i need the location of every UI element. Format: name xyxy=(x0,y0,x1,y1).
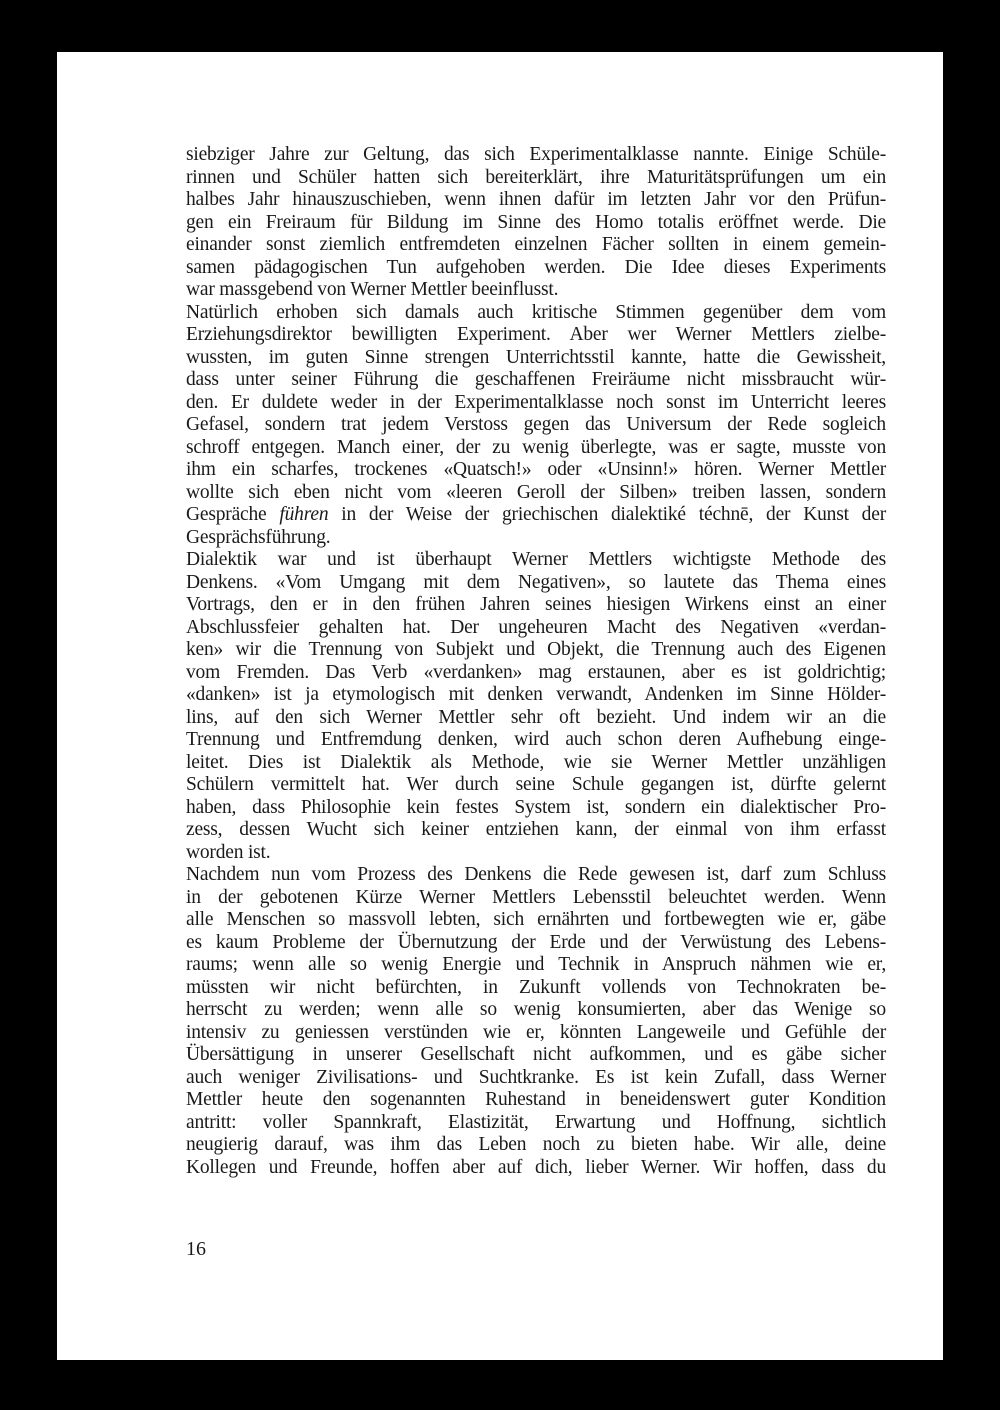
text-line xyxy=(186,617,886,640)
text-segment: einander sonst ziemlich entfremdeten einzelnen Fächer sollten in einem gemein- xyxy=(186,234,886,255)
text-segment: schroff entgegen. Manch einer, der zu wenig überlegte, was er sagte, musste von xyxy=(186,436,886,458)
text-line xyxy=(186,707,886,730)
text-segment: Erziehungsdirektor bewilligten Experiment. Aber wer Werner Mettlers zielbe- xyxy=(186,324,886,345)
text-segment: intensiv zu geniessen verstünden wie er, könnten Langeweile und Gefühle der xyxy=(186,1021,886,1043)
text-segment: «danken» ist ja etymologisch mit denken verwandt, Andenken im Sinne Hölder- xyxy=(186,684,886,705)
text-segment: worden ist. xyxy=(186,841,271,863)
text-line xyxy=(186,167,886,190)
text-line xyxy=(186,1044,886,1067)
text-segment: zess, dessen Wucht sich keiner entziehen kann, der einmal von ihm erfasst xyxy=(186,819,886,840)
text-segment: Vortrags, den er in den frühen Jahren seines hiesigen Wirkens einst an einer xyxy=(186,594,886,615)
text-line xyxy=(186,639,886,662)
text-line xyxy=(186,1157,886,1180)
text-segment: Denkens. «Vom Umgang mit dem Negativen», so lautete das Thema eines xyxy=(186,571,886,593)
text-line xyxy=(186,842,886,865)
text-line xyxy=(186,324,886,347)
text-segment: alle Menschen so massvoll lebten, sich ernährten und fortbewegten wie er, gäbe xyxy=(186,909,886,930)
text-segment: es kaum Probleme der Übernutzung der Erde und der Verwüstung des Lebens- xyxy=(186,931,886,953)
text-segment: Natürlich erhoben sich damals auch kritische Stimmen gegenüber dem vom xyxy=(186,301,886,323)
text-segment: in der gebotenen Kürze Werner Mettlers Lebensstil beleuchtet werden. Wenn xyxy=(186,886,886,908)
text-line xyxy=(186,549,886,572)
text-segment: Gesprächsführung. xyxy=(186,526,331,548)
text-segment: den. Er duldete weder in der Experimentalklasse noch sonst im Unterricht leeres xyxy=(186,391,886,413)
text-segment: Nachdem nun vom Prozess des Denkens die Rede gewesen ist, darf zum Schluss xyxy=(186,864,886,885)
text-line xyxy=(186,999,886,1022)
text-line xyxy=(186,954,886,977)
text-line xyxy=(186,437,886,460)
text-line xyxy=(186,527,886,550)
text-segment: haben, dass Philosophie kein festes System ist, sondern ein dialektischer Pro- xyxy=(186,796,886,818)
text-line xyxy=(186,1067,886,1090)
text-segment: leitet. Dies ist Dialektik als Methode, wie sie Werner Mettler unzähligen xyxy=(186,751,886,773)
text-segment: lins, auf den sich Werner Mettler sehr oft bezieht. Und indem wir an die xyxy=(186,706,886,728)
text-line xyxy=(186,909,886,932)
text-line xyxy=(186,144,886,167)
text-segment: rinnen und Schüler hatten sich bereiterklärt, ihre Maturitätsprüfungen um ein xyxy=(186,166,886,188)
text-line xyxy=(186,414,886,437)
text-segment: ken» wir die Trennung von Subjekt und Objekt, die Trennung auch des Eigenen xyxy=(186,639,886,660)
text-segment: gen ein Freiraum für Bildung im Sinne des Homo totalis eröffnet werde. Die xyxy=(186,211,886,233)
text-line xyxy=(186,279,886,302)
text-segment: ihm ein scharfes, trockenes «Quatsch!» oder «Unsinn!» hören. Werner Mettler xyxy=(186,459,886,480)
text-line xyxy=(186,392,886,415)
text-segment: raums; wenn alle so wenig Energie und Technik in Anspruch nähmen wie er, xyxy=(186,954,886,975)
text-line xyxy=(186,189,886,212)
text-segment: in der Weise der griechischen dialektiké téchnē, der Kunst der xyxy=(328,504,886,525)
text-line xyxy=(186,932,886,955)
text-line xyxy=(186,1112,886,1135)
text-segment: Abschlussfeier gehalten hat. Der ungeheuren Macht des Negativen «verdan- xyxy=(186,616,886,638)
text-line xyxy=(186,1089,886,1112)
text-segment: samen pädagogischen Tun aufgehoben werden. Die Idee dieses Experiments xyxy=(186,256,886,278)
text-line xyxy=(186,482,886,505)
text-line xyxy=(186,347,886,370)
text-segment: auch weniger Zivilisations- und Suchtkranke. Es ist kein Zufall, dass Werner xyxy=(186,1066,886,1088)
text-line xyxy=(186,504,886,527)
text-segment: vom Fremden. Das Verb «verdanken» mag erstaunen, aber es ist goldrichtig; xyxy=(186,661,886,683)
text-segment: antritt: voller Spannkraft, Elastizität, Erwartung und Hoffnung, sichtlich xyxy=(186,1111,886,1133)
body-text xyxy=(186,144,886,1179)
text-line xyxy=(186,594,886,617)
text-line xyxy=(186,459,886,482)
text-segment: neugierig darauf, was ihm das Leben noch zu bieten habe. Wir alle, deine xyxy=(186,1134,886,1155)
text-line xyxy=(186,257,886,280)
text-segment: Kollegen und Freunde, hoffen aber auf dich, lieber Werner. Wir hoffen, dass du xyxy=(186,1156,886,1178)
text-segment: Gefasel, sondern trat jedem Verstoss gegen das Universum der Rede sogleich xyxy=(186,414,886,435)
text-line xyxy=(186,684,886,707)
text-segment: Mettler heute den sogenannten Ruhestand in beneidenswert guter Kondition xyxy=(186,1089,886,1110)
text-line xyxy=(186,234,886,257)
text-line xyxy=(186,864,886,887)
text-line xyxy=(186,752,886,775)
text-segment: wussten, im guten Sinne strengen Unterrichtsstil kannte, hatte die Gewissheit, xyxy=(186,346,886,368)
text-line xyxy=(186,662,886,685)
text-line xyxy=(186,1134,886,1157)
text-segment: Schülern vermittelt hat. Wer durch seine Schule gegangen ist, dürfte gelernt xyxy=(186,774,886,795)
text-segment: war massgebend von Werner Mettler beeinflusst. xyxy=(186,279,559,300)
text-line xyxy=(186,302,886,325)
text-line xyxy=(186,819,886,842)
text-segment: Dialektik war und ist überhaupt Werner Mettlers wichtigste Methode des xyxy=(186,549,886,570)
italic-text: führen xyxy=(279,504,329,525)
text-segment: wollte sich eben nicht vom «leeren Geroll der Silben» treiben lassen, sondern xyxy=(186,481,886,503)
text-segment: Übersättigung in unserer Gesellschaft nicht aufkommen, und es gäbe sicher xyxy=(186,1044,886,1065)
text-line xyxy=(186,887,886,910)
text-line xyxy=(186,572,886,595)
text-segment: dass unter seiner Führung die geschaffenen Freiräume nicht missbraucht wür- xyxy=(186,369,886,390)
text-line xyxy=(186,369,886,392)
text-segment: müssten wir nicht befürchten, in Zukunft vollends von Technokraten be- xyxy=(186,976,886,998)
text-segment: Trennung und Entfremdung denken, wird auch schon deren Aufhebung einge- xyxy=(186,729,886,750)
page-number: 16 xyxy=(186,1238,206,1260)
text-line xyxy=(186,774,886,797)
text-line xyxy=(186,729,886,752)
text-segment: siebziger Jahre zur Geltung, das sich Experimentalklasse nannte. Einige Schüle- xyxy=(186,144,886,165)
text-line xyxy=(186,977,886,1000)
text-line xyxy=(186,212,886,235)
text-segment: halbes Jahr hinauszuschieben, wenn ihnen dafür im letzten Jahr vor den Prüfun- xyxy=(186,189,886,210)
text-line xyxy=(186,1022,886,1045)
text-segment: herrscht zu werden; wenn alle so wenig konsumierten, aber das Wenige so xyxy=(186,999,886,1020)
text-segment: Gespräche xyxy=(186,504,280,525)
text-line xyxy=(186,797,886,820)
